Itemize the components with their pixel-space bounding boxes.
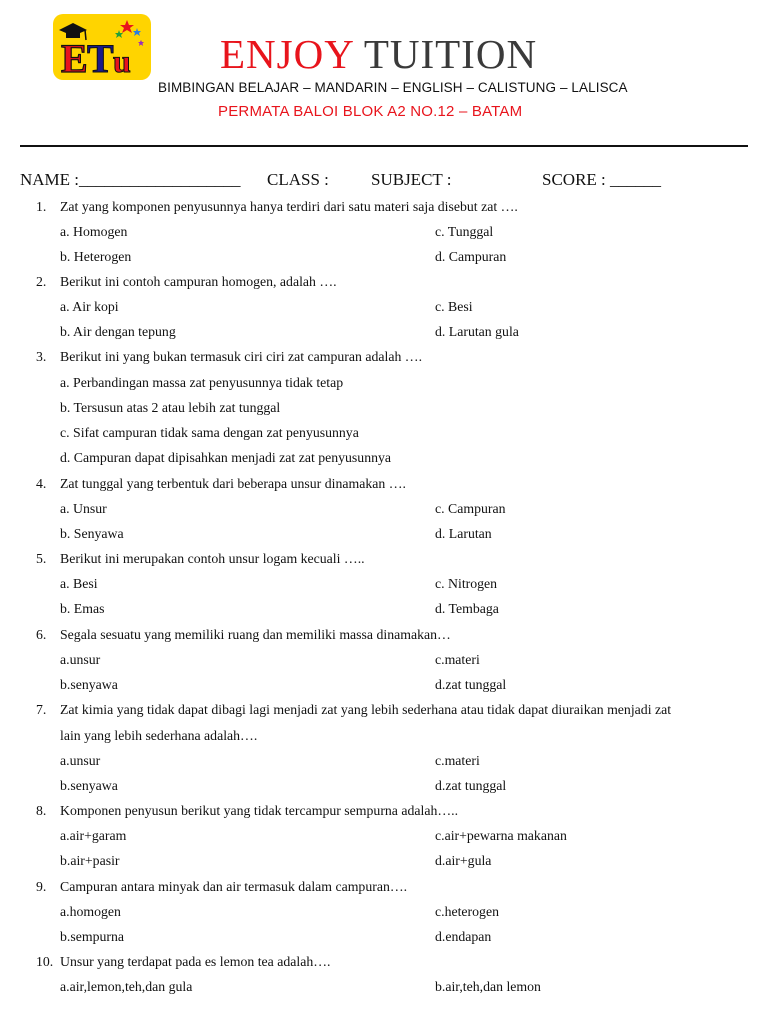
svg-text:T: T [87, 36, 114, 80]
question-text: Zat tunggal yang terbentuk dari beberapa unsur dinamakan …. [60, 476, 406, 491]
name-field[interactable]: NAME :___________________ [20, 170, 241, 189]
subtitle: BIMBINGAN BELAJAR – MANDARIN – ENGLISH – CALISTUNG – LALISCA [158, 80, 628, 95]
answer-option[interactable]: d. Campuran dapat dipisahkan menjadi zat zat penyusunnya [60, 450, 392, 465]
answer-option[interactable]: a. Unsur [60, 501, 107, 516]
answer-option[interactable]: c. Sifat campuran tidak sama dengan zat penyusunnya [60, 425, 359, 440]
answer-option[interactable]: a.air,lemon,teh,dan gula [60, 979, 193, 994]
answer-option[interactable]: b. Emas [60, 601, 105, 616]
class-field[interactable]: CLASS : [267, 170, 329, 189]
answer-option[interactable]: b. Air dengan tepung [60, 324, 176, 339]
logo-text: E [61, 36, 88, 80]
answer-option[interactable]: c.materi [435, 652, 480, 667]
answer-option[interactable]: b.sempurna [60, 929, 124, 944]
answer-option[interactable]: d.endapan [435, 929, 492, 944]
question-number: 6. [36, 627, 47, 642]
answer-option[interactable]: c. Tunggal [435, 224, 494, 239]
question-text: Berikut ini yang bukan termasuk ciri ciri zat campuran adalah …. [60, 349, 423, 364]
answer-option[interactable]: b.air,teh,dan lemon [435, 979, 541, 994]
answer-option[interactable]: b. Tersusun atas 2 atau lebih zat tunggal [60, 400, 281, 415]
question-text: Campuran antara minyak dan air termasuk dalam campuran…. [60, 879, 408, 894]
question-text: Komponen penyusun berikut yang tidak tercampur sempurna adalah….. [60, 803, 459, 818]
question-number: 3. [36, 349, 47, 364]
question-text: lain yang lebih sederhana adalah…. [60, 728, 258, 743]
answer-option[interactable]: b.senyawa [60, 778, 118, 793]
question-number: 10. [36, 954, 54, 969]
question-number: 9. [36, 879, 47, 894]
answer-option[interactable]: b.senyawa [60, 677, 118, 692]
answer-option[interactable]: d.zat tunggal [435, 778, 507, 793]
answer-option[interactable]: d.air+gula [435, 853, 492, 868]
question-text: Zat kimia yang tidak dapat dibagi lagi menjadi zat yang lebih sederhana atau tidak dapat diuraikan menjadi zat [60, 702, 672, 717]
answer-option[interactable]: a. Besi [60, 576, 98, 591]
question-text: Segala sesuatu yang memiliki ruang dan memiliki massa dinamakan… [60, 627, 451, 642]
answer-option[interactable]: b. Senyawa [60, 526, 124, 541]
divider [20, 145, 748, 147]
question-number: 5. [36, 551, 47, 566]
answer-option[interactable]: a. Homogen [60, 224, 128, 239]
answer-option[interactable]: a.unsur [60, 652, 101, 667]
subject-field[interactable]: SUBJECT : [371, 170, 452, 189]
score-field[interactable]: SCORE : ______ [542, 170, 662, 189]
answer-option[interactable]: c. Campuran [435, 501, 506, 516]
title-tuition: TUITION [363, 31, 538, 77]
question-number: 4. [36, 476, 47, 491]
question-text: Zat yang komponen penyusunnya hanya terdiri dari satu materi saja disebut zat …. [60, 199, 518, 214]
answer-option[interactable]: c. Besi [435, 299, 473, 314]
title-enjoy: ENJOY [220, 31, 354, 77]
answer-option[interactable]: c.heterogen [435, 904, 499, 919]
answer-option[interactable]: b.air+pasir [60, 853, 120, 868]
answer-option[interactable]: c. Nitrogen [435, 576, 498, 591]
question-text: Unsur yang terdapat pada es lemon tea adalah…. [60, 954, 331, 969]
answer-option[interactable]: b. Heterogen [60, 249, 132, 264]
answer-option[interactable]: d.zat tunggal [435, 677, 507, 692]
answer-option[interactable]: c.materi [435, 753, 480, 768]
question-text: Berikut ini merupakan contoh unsur logam kecuali ….. [60, 551, 365, 566]
answer-option[interactable]: a.homogen [60, 904, 121, 919]
answer-option[interactable]: d. Larutan gula [435, 324, 519, 339]
question-text: Berikut ini contoh campuran homogen, adalah …. [60, 274, 337, 289]
page-title [0, 30, 768, 78]
question-number: 8. [36, 803, 47, 818]
answer-option[interactable]: a. Air kopi [60, 299, 119, 314]
question-number: 7. [36, 702, 47, 717]
answer-option[interactable]: a.unsur [60, 753, 101, 768]
answer-option[interactable]: d. Larutan [435, 526, 492, 541]
answer-option[interactable]: a. Perbandingan massa zat penyusunnya tidak tetap [60, 375, 344, 390]
answer-option[interactable]: a.air+garam [60, 828, 127, 843]
answer-option[interactable]: d. Campuran [435, 249, 507, 264]
question-number: 1. [36, 199, 47, 214]
svg-text:u: u [113, 43, 131, 79]
address: PERMATA BALOI BLOK A2 NO.12 – BATAM [218, 103, 523, 120]
answer-option[interactable]: d. Tembaga [435, 601, 499, 616]
answer-option[interactable]: c.air+pewarna makanan [435, 828, 567, 843]
question-number: 2. [36, 274, 47, 289]
